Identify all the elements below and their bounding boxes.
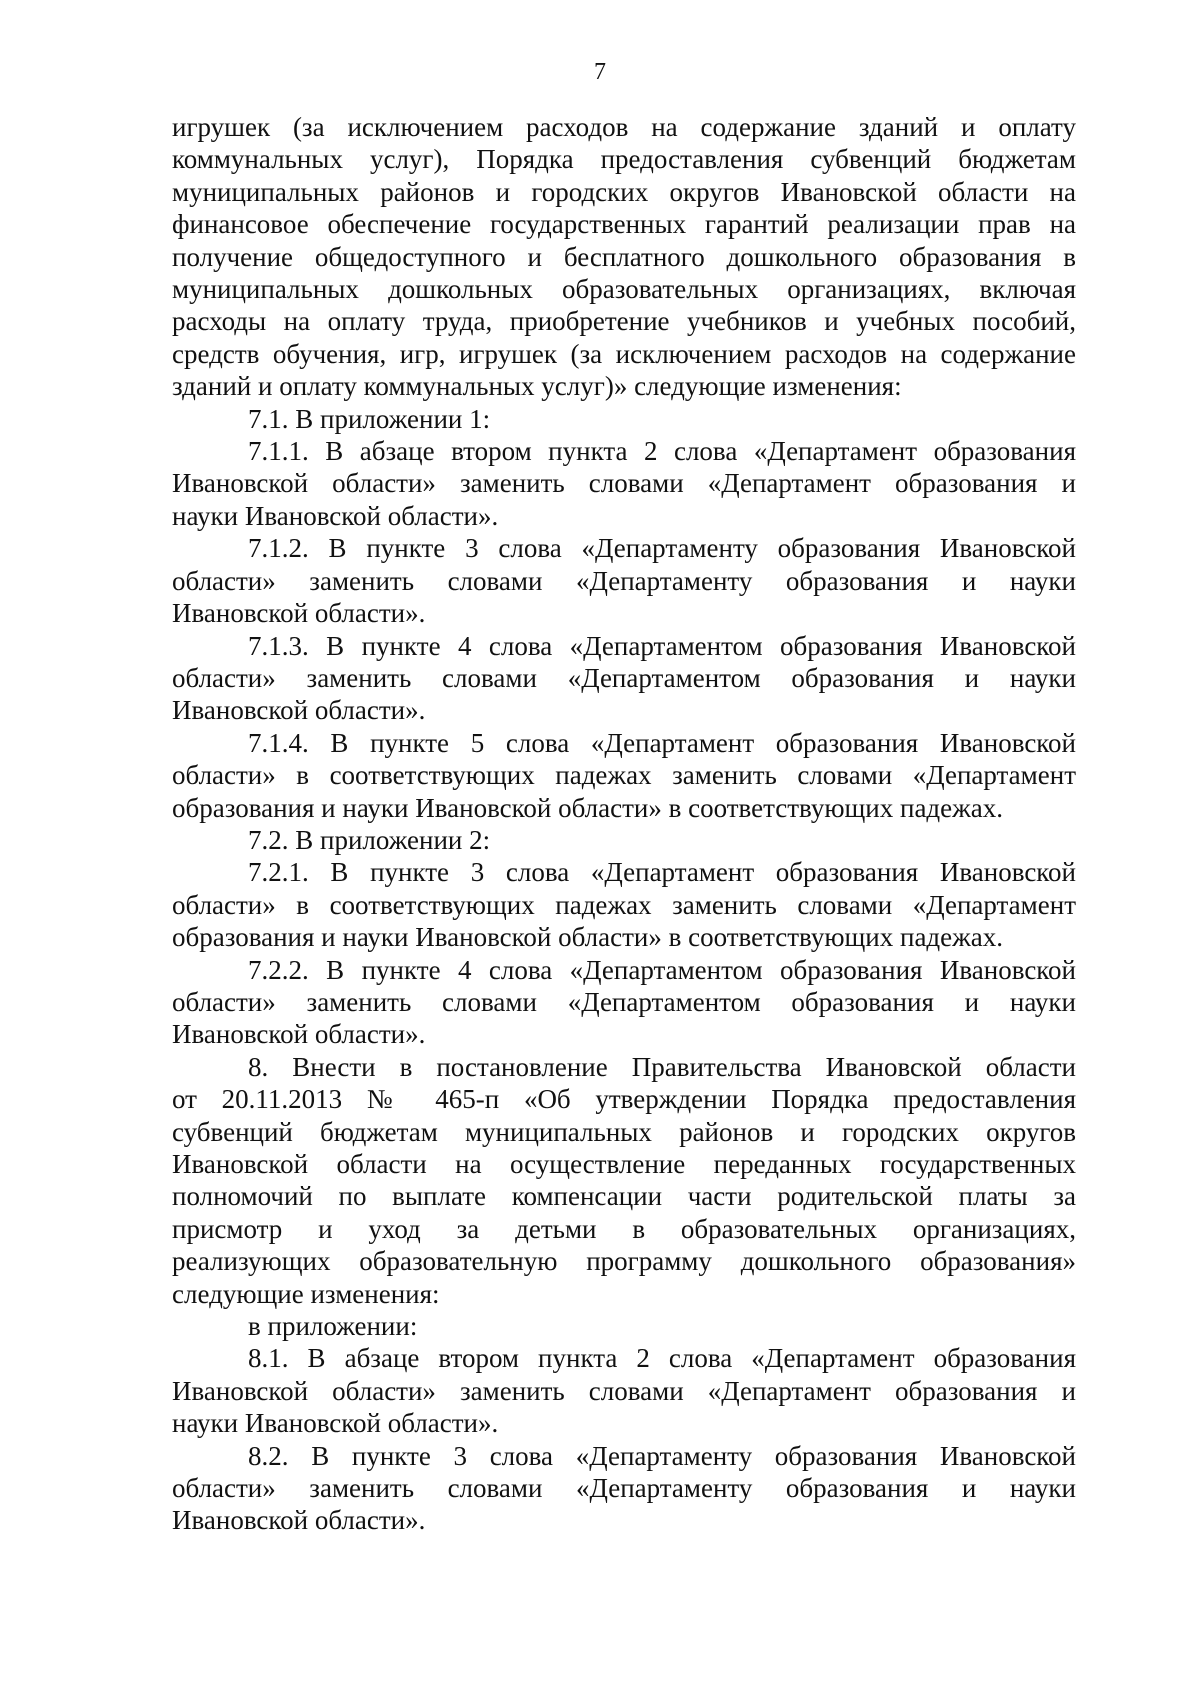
text-line: 7.1.2. В пункте 3 слова «Департаменту образования Ивановской (248, 533, 1076, 564)
text-line: Ивановской области» заменить словами «Департамент образования и (172, 1375, 1076, 1406)
text-line: области» заменить словами «Департаменту образования и науки (172, 565, 1076, 596)
paragraph (172, 954, 1076, 1051)
text-line: 8.1. В абзаце втором пункта 2 слова «Департамент образования (248, 1343, 1076, 1374)
text-line: области» заменить словами «Департаментом образования и науки (172, 662, 1076, 693)
text-line: науки Ивановской области». (172, 1408, 499, 1439)
paragraph (172, 824, 1076, 856)
text-line: Ивановской области». (172, 1505, 426, 1536)
text-line: 8.2. В пункте 3 слова «Департаменту образования Ивановской (248, 1440, 1076, 1471)
text-line: присмотр и уход за детьми в образовательных организациях, (172, 1213, 1076, 1244)
text-line: образования и науки Ивановской области» в соответствующих падежах. (172, 922, 1004, 953)
text-line: области» в соответствующих падежах заменить словами «Департамент (172, 760, 1076, 791)
paragraph (172, 1342, 1076, 1439)
text-line: области» заменить словами «Департаменту образования и науки (172, 1473, 1076, 1504)
text-line: Ивановской области на осуществление переданных государственных (172, 1149, 1076, 1179)
text-line: муниципальных дошкольных образовательных организациях, включая (172, 274, 1076, 305)
text-line: области» заменить словами «Департаментом образования и науки (172, 986, 1076, 1017)
text-line: образования и науки Ивановской области» в соответствующих падежах. (172, 792, 1004, 823)
paragraph (172, 435, 1076, 532)
paragraph (172, 403, 1076, 435)
text-line: субвенций бюджетам муниципальных районов и городских округов (172, 1116, 1076, 1147)
text-line: 7.1.4. В пункте 5 слова «Департамент образования Ивановской (248, 727, 1076, 758)
text-line: области» в соответствующих падежах заменить словами «Департамент (172, 889, 1076, 920)
text-line: 7.2.1. В пункте 3 слова «Департамент образования Ивановской (248, 857, 1076, 888)
paragraph (172, 630, 1076, 727)
text-line: в приложении: (248, 1311, 418, 1342)
document-body (172, 111, 1076, 1537)
text-line: Ивановской области» заменить словами «Департамент образования и (172, 468, 1076, 499)
text-line: 8. Внести в постановление Правительства Ивановской области (248, 1051, 1076, 1082)
paragraph (172, 727, 1076, 824)
text-line: средств обучения, игр, игрушек (за исключением расходов на содержание (172, 338, 1076, 369)
text-line: Ивановской области». (172, 598, 426, 629)
text-line: 7.1. В приложении 1: (248, 403, 491, 434)
page-number: 7 (594, 59, 606, 85)
text-line: 7.2. В приложении 2: (248, 824, 491, 855)
text-line: полномочий по выплате компенсации части родительской платы за (172, 1181, 1076, 1212)
text-line: Ивановской области». (172, 695, 426, 726)
text-line: муниципальных районов и городских округов Ивановской области на (172, 176, 1076, 207)
text-line: от 20.11.2013 № 465-п «Об утверждении Порядка предоставления (172, 1084, 1076, 1115)
text-line: получение общедоступного и бесплатного дошкольного образования в (172, 241, 1076, 272)
paragraph (172, 532, 1076, 629)
text-line: следующие изменения: (172, 1278, 440, 1309)
paragraph (172, 1440, 1076, 1537)
text-line: финансовое обеспечение государственных гарантий реализации прав на (172, 209, 1076, 240)
text-line: 7.1.1. В абзаце втором пункта 2 слова «Департамент образования (248, 436, 1076, 467)
text-line: коммунальных услуг), Порядка предоставления субвенций бюджетам (172, 144, 1076, 175)
paragraph (172, 856, 1076, 953)
text-line: игрушек (за исключением расходов на содержание зданий и оплату (172, 112, 1076, 142)
paragraph (172, 111, 1076, 403)
text-line: расходы на оплату труда, приобретение учебников и учебных пособий, (172, 306, 1076, 337)
text-line: науки Ивановской области». (172, 500, 499, 531)
paragraph (172, 1310, 1076, 1342)
paragraph (172, 1051, 1076, 1310)
text-line: 7.1.3. В пункте 4 слова «Департаментом образования Ивановской (248, 630, 1076, 661)
text-line: Ивановской области». (172, 1019, 426, 1050)
text-line: реализующих образовательную программу дошкольного образования» (172, 1246, 1076, 1277)
text-line: зданий и оплату коммунальных услуг)» следующие изменения: (172, 371, 902, 402)
text-line: 7.2.2. В пункте 4 слова «Департаментом образования Ивановской (248, 954, 1076, 985)
